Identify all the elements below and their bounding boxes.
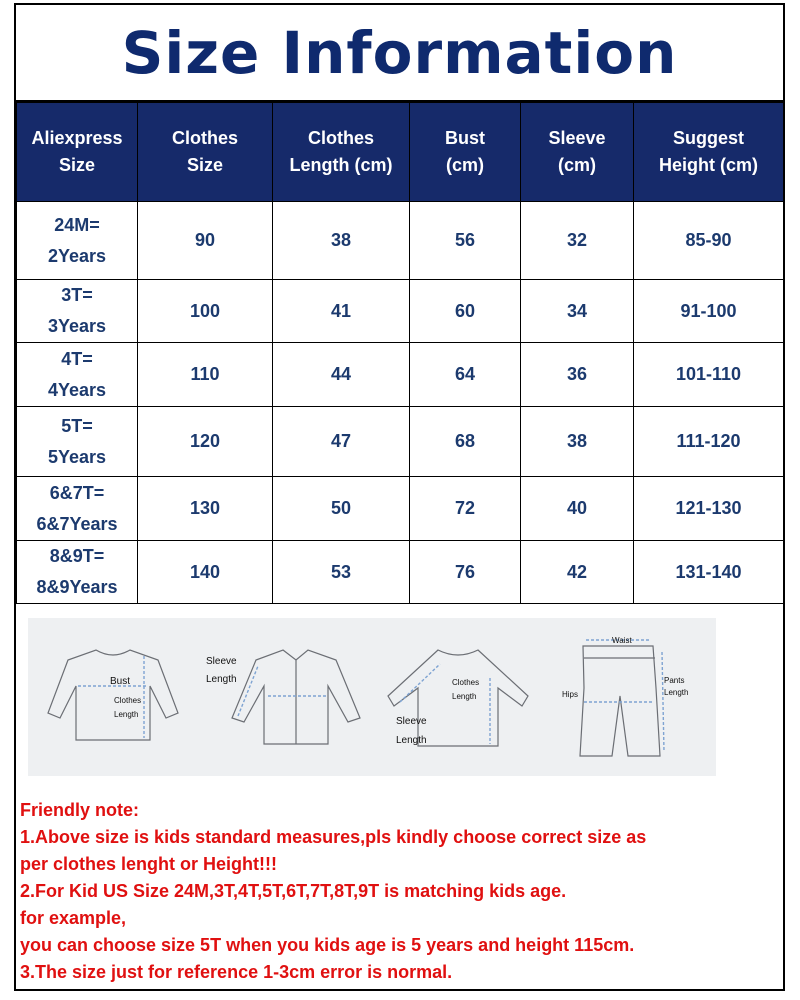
header-clothes-length: Clothes Length (cm) bbox=[273, 103, 410, 202]
cell-length: 41 bbox=[273, 280, 410, 343]
cell-aliexpress-size: 3T= 3Years bbox=[17, 280, 138, 343]
hips-label: Hips bbox=[562, 690, 579, 699]
table-row bbox=[17, 541, 784, 604]
header-clothes-size: Clothes Size bbox=[138, 103, 273, 202]
note-line: 1.Above size is kids standard measures,pls kindly choose correct size as bbox=[20, 827, 647, 847]
raglan-sleeve-label: Sleeve bbox=[396, 716, 427, 727]
size-table bbox=[16, 102, 784, 604]
cell-length: 47 bbox=[273, 407, 410, 477]
cell-length: 44 bbox=[273, 343, 410, 407]
cell-aliexpress-size: 8&9T= 8&9Years bbox=[17, 541, 138, 604]
note-line: 2.For Kid US Size 24M,3T,4T,5T,6T,7T,8T,9T is matching kids age. bbox=[20, 881, 567, 901]
cell-sleeve: 34 bbox=[521, 280, 634, 343]
cell-bust: 60 bbox=[410, 280, 521, 343]
note-line: you can choose size 5T when you kids age is 5 years and height 115cm. bbox=[20, 935, 635, 955]
cell-length: 38 bbox=[273, 202, 410, 280]
bust-label: Bust bbox=[110, 676, 131, 687]
table-row bbox=[17, 280, 784, 343]
friendly-notes bbox=[20, 797, 780, 986]
cell-height: 121-130 bbox=[634, 477, 784, 541]
cell-bust: 72 bbox=[410, 477, 521, 541]
cell-bust: 56 bbox=[410, 202, 521, 280]
cell-sleeve: 32 bbox=[521, 202, 634, 280]
note-line: 3.The size just for reference 1-3cm error is normal. bbox=[20, 962, 453, 982]
size-chart-frame bbox=[14, 3, 785, 991]
cell-clothes-size: 120 bbox=[138, 407, 273, 477]
cell-height: 131-140 bbox=[634, 541, 784, 604]
pants-length-label: Length bbox=[664, 688, 689, 697]
cell-clothes-size: 100 bbox=[138, 280, 273, 343]
table-row bbox=[17, 407, 784, 477]
cell-length: 53 bbox=[273, 541, 410, 604]
cell-aliexpress-size: 4T= 4Years bbox=[17, 343, 138, 407]
sleeve-label: Sleeve bbox=[206, 656, 237, 667]
header-bust: Bust (cm) bbox=[410, 103, 521, 202]
clothes-length-label: Clothes bbox=[114, 696, 142, 705]
cell-bust: 76 bbox=[410, 541, 521, 604]
table-row bbox=[17, 202, 784, 280]
cell-aliexpress-size: 24M= 2Years bbox=[17, 202, 138, 280]
sweater-outline bbox=[48, 650, 178, 740]
cell-height: 91-100 bbox=[634, 280, 784, 343]
cell-sleeve: 38 bbox=[521, 407, 634, 477]
note-heading: Friendly note: bbox=[20, 800, 140, 820]
cell-height: 111-120 bbox=[634, 407, 784, 477]
table-row bbox=[17, 343, 784, 407]
cell-clothes-size: 90 bbox=[138, 202, 273, 280]
cell-clothes-size: 140 bbox=[138, 541, 273, 604]
table-row bbox=[17, 477, 784, 541]
cell-bust: 64 bbox=[410, 343, 521, 407]
pants-outline bbox=[580, 646, 660, 756]
cell-aliexpress-size: 5T= 5Years bbox=[17, 407, 138, 477]
raglan-length-label: Length bbox=[452, 692, 477, 701]
page-title: Size Information bbox=[16, 5, 783, 102]
note-line: for example, bbox=[20, 908, 127, 928]
cell-height: 101-110 bbox=[634, 343, 784, 407]
sleeve-length-label: Length bbox=[206, 674, 237, 685]
cell-height: 85-90 bbox=[634, 202, 784, 280]
raglan-clothes-label: Clothes bbox=[452, 678, 480, 687]
measurement-diagrams bbox=[28, 618, 716, 776]
cell-bust: 68 bbox=[410, 407, 521, 477]
pants-label: Pants bbox=[664, 676, 685, 685]
clothes-length-label-2: Length bbox=[114, 710, 139, 719]
header-suggest-height: Suggest Height (cm) bbox=[634, 103, 784, 202]
cell-sleeve: 42 bbox=[521, 541, 634, 604]
cell-sleeve: 36 bbox=[521, 343, 634, 407]
table-header-row bbox=[17, 103, 784, 202]
waist-label: Waist bbox=[612, 636, 632, 645]
cell-clothes-size: 130 bbox=[138, 477, 273, 541]
cell-aliexpress-size: 6&7T= 6&7Years bbox=[17, 477, 138, 541]
cell-sleeve: 40 bbox=[521, 477, 634, 541]
cell-length: 50 bbox=[273, 477, 410, 541]
note-line: per clothes lenght or Height!!! bbox=[20, 854, 278, 874]
header-sleeve: Sleeve (cm) bbox=[521, 103, 634, 202]
header-aliexpress-size: Aliexpress Size bbox=[17, 103, 138, 202]
raglan-sleeve-length-label: Length bbox=[396, 735, 427, 746]
cell-clothes-size: 110 bbox=[138, 343, 273, 407]
